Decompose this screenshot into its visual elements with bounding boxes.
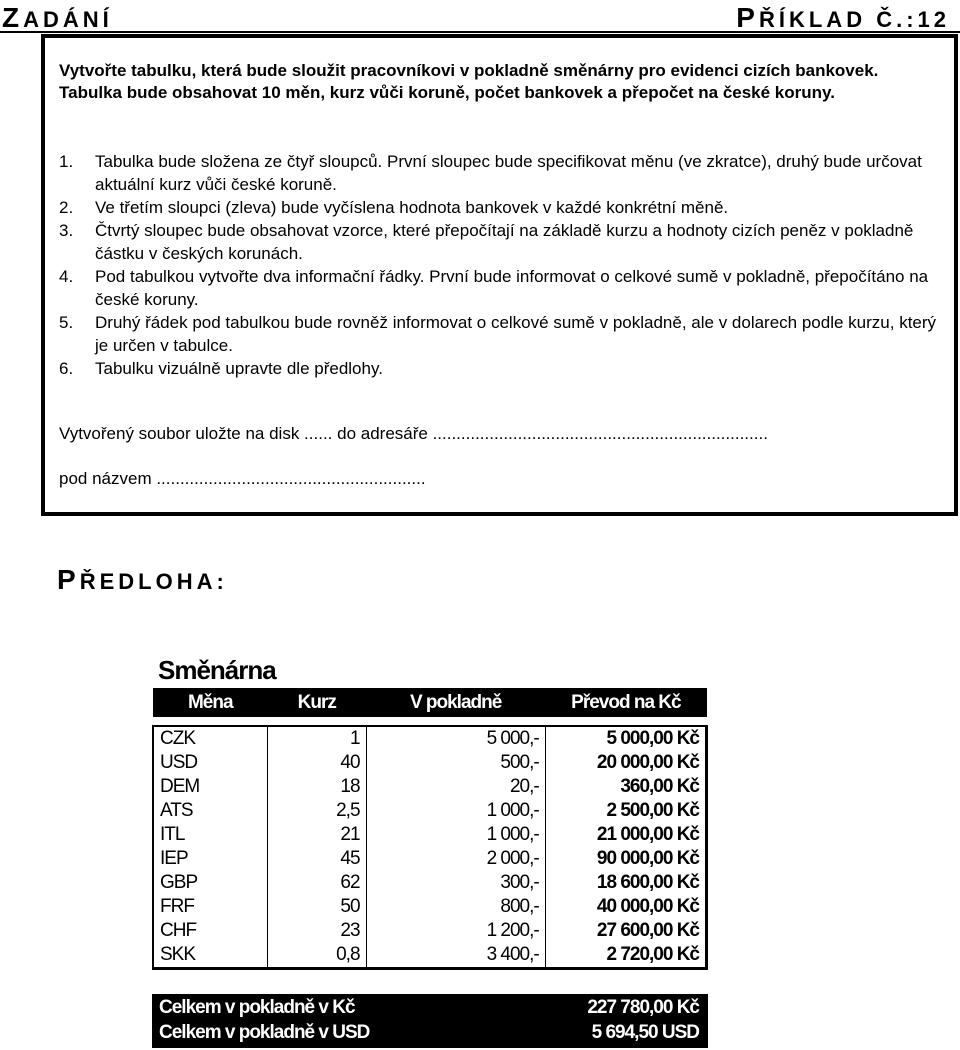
currency-cell: IEP <box>153 847 268 871</box>
rate-cell: 18 <box>268 775 367 799</box>
header-gap <box>153 717 707 726</box>
column-header-amount: V pokladně <box>366 688 545 717</box>
currency-cell: DEM <box>153 775 268 799</box>
table-row <box>153 895 707 919</box>
conversion-cell: 18 600,00 Kč <box>545 871 706 895</box>
template-heading-initial: P <box>57 564 80 595</box>
amount-cell: 1 000,- <box>366 823 545 847</box>
rate-cell: 1 <box>268 726 367 751</box>
rate-cell: 40 <box>268 751 367 775</box>
column-header-rate: Kurz <box>268 688 367 717</box>
conversion-cell: 27 600,00 Kč <box>545 919 706 943</box>
table-row <box>153 823 707 847</box>
filename-instruction: pod názvem ......................................................... <box>59 469 426 488</box>
table-title: Směnárna <box>158 655 276 685</box>
assignment-heading <box>2 2 113 34</box>
currency-cell: CZK <box>153 726 268 751</box>
total-usd-value: 5 694,50 USD <box>591 1022 699 1043</box>
task-step-text: Ve třetím sloupci (zleva) bude vyčíslena hodnota bankovek v každé konkrétní měně. <box>95 198 729 217</box>
rate-cell: 21 <box>268 823 367 847</box>
conversion-cell: 21 000,00 Kč <box>545 823 706 847</box>
assignment-heading-rest: ADÁNÍ <box>23 7 113 32</box>
currency-cell: ITL <box>153 823 268 847</box>
conversion-cell: 40 000,00 Kč <box>545 895 706 919</box>
task-step <box>59 311 939 357</box>
amount-cell: 1 200,- <box>366 919 545 943</box>
example-heading-initial: P <box>736 2 759 33</box>
task-step-number: 6. <box>59 359 74 378</box>
total-czk-label: Celkem v pokladně v Kč <box>159 997 355 1018</box>
totals-box <box>152 994 708 1048</box>
task-step-text: Druhý řádek pod tabulkou bude rovněž informovat o celkové sumě v pokladně, ale v dolarech podle kurzu, který je určen v tabulce. <box>95 313 937 355</box>
template-heading-rest: ŘEDLOHA: <box>79 569 228 594</box>
total-czk-row <box>152 995 708 1020</box>
currency-cell: FRF <box>153 895 268 919</box>
amount-cell: 800,- <box>366 895 545 919</box>
rate-cell: 23 <box>268 919 367 943</box>
task-step-number: 5. <box>59 313 74 332</box>
table-row <box>153 775 707 799</box>
currency-cell: USD <box>153 751 268 775</box>
rate-cell: 50 <box>268 895 367 919</box>
assignment-heading-initial: Z <box>2 2 24 33</box>
rate-cell: 62 <box>268 871 367 895</box>
conversion-cell: 5 000,00 Kč <box>545 726 706 751</box>
conversion-cell: 360,00 Kč <box>545 775 706 799</box>
column-header-conversion: Převod na Kč <box>545 688 706 717</box>
table-row <box>153 751 707 775</box>
conversion-cell: 20 000,00 Kč <box>545 751 706 775</box>
task-step-text: Tabulka bude složena ze čtyř sloupců. První sloupec bude specifikovat měnu (ve zkratce), druhý bude určovat aktuální kurz vůči české koruně. <box>95 152 922 194</box>
currency-cell: ATS <box>153 799 268 823</box>
task-step <box>59 196 939 219</box>
task-intro: Vytvořte tabulku, která bude sloužit pracovníkovi v pokladně směnárny pro evidenci cizích bankovek. Tabulka bude obsahovat 10 měn, kurz vůči koruně, počet bankovek a přepočet na české koruny. <box>59 61 879 102</box>
amount-cell: 2 000,- <box>366 847 545 871</box>
task-step <box>59 265 939 311</box>
task-step-number: 2. <box>59 198 74 217</box>
amount-cell: 3 400,- <box>366 943 545 969</box>
task-box <box>41 34 958 516</box>
table-body <box>153 726 707 969</box>
total-czk-value: 227 780,00 Kč <box>587 997 699 1018</box>
table-row <box>153 726 707 751</box>
currency-cell: CHF <box>153 919 268 943</box>
currency-cell: GBP <box>153 871 268 895</box>
column-header-currency: Měna <box>153 688 268 717</box>
template-heading <box>57 564 228 596</box>
conversion-cell: 90 000,00 Kč <box>545 847 706 871</box>
task-step <box>59 219 939 265</box>
total-usd-label: Celkem v pokladně v USD <box>159 1022 370 1043</box>
rate-cell: 45 <box>268 847 367 871</box>
task-steps <box>59 150 939 380</box>
currency-cell: SKK <box>153 943 268 969</box>
table-row <box>153 799 707 823</box>
conversion-cell: 2 500,00 Kč <box>545 799 706 823</box>
task-step-number: 4. <box>59 267 74 286</box>
task-step <box>59 357 939 380</box>
amount-cell: 300,- <box>366 871 545 895</box>
rate-cell: 2,5 <box>268 799 367 823</box>
exchange-table <box>152 688 708 970</box>
header-rule <box>0 31 960 33</box>
total-usd-row <box>152 1020 708 1045</box>
amount-cell: 20,- <box>366 775 545 799</box>
task-step-text: Pod tabulkou vytvořte dva informační řádky. První bude informovat o celkové sumě v pokladně, přepočítáno na české koruny. <box>95 267 929 309</box>
conversion-cell: 2 720,00 Kč <box>545 943 706 969</box>
task-step-number: 3. <box>59 221 74 240</box>
task-step <box>59 150 939 196</box>
task-step-text: Tabulku vizuálně upravte dle předlohy. <box>95 359 383 378</box>
amount-cell: 5 000,- <box>366 726 545 751</box>
save-instruction: Vytvořený soubor uložte na disk ...... do adresáře ....................................................................... <box>59 424 768 443</box>
example-heading-rest: ŘÍKLAD Č.:12 <box>758 7 950 32</box>
amount-cell: 500,- <box>366 751 545 775</box>
table-row <box>153 847 707 871</box>
task-step-text: Čtvrtý sloupec bude obsahovat vzorce, které přepočítají na základě kurzu a hodnoty cizích peněz v pokladně částku v českých korunách. <box>95 221 914 263</box>
amount-cell: 1 000,- <box>366 799 545 823</box>
example-number-heading <box>736 2 950 34</box>
task-step-number: 1. <box>59 152 74 171</box>
table-row <box>153 943 707 969</box>
table-header-row <box>153 688 707 717</box>
table-row <box>153 919 707 943</box>
rate-cell: 0,8 <box>268 943 367 969</box>
table-row <box>153 871 707 895</box>
